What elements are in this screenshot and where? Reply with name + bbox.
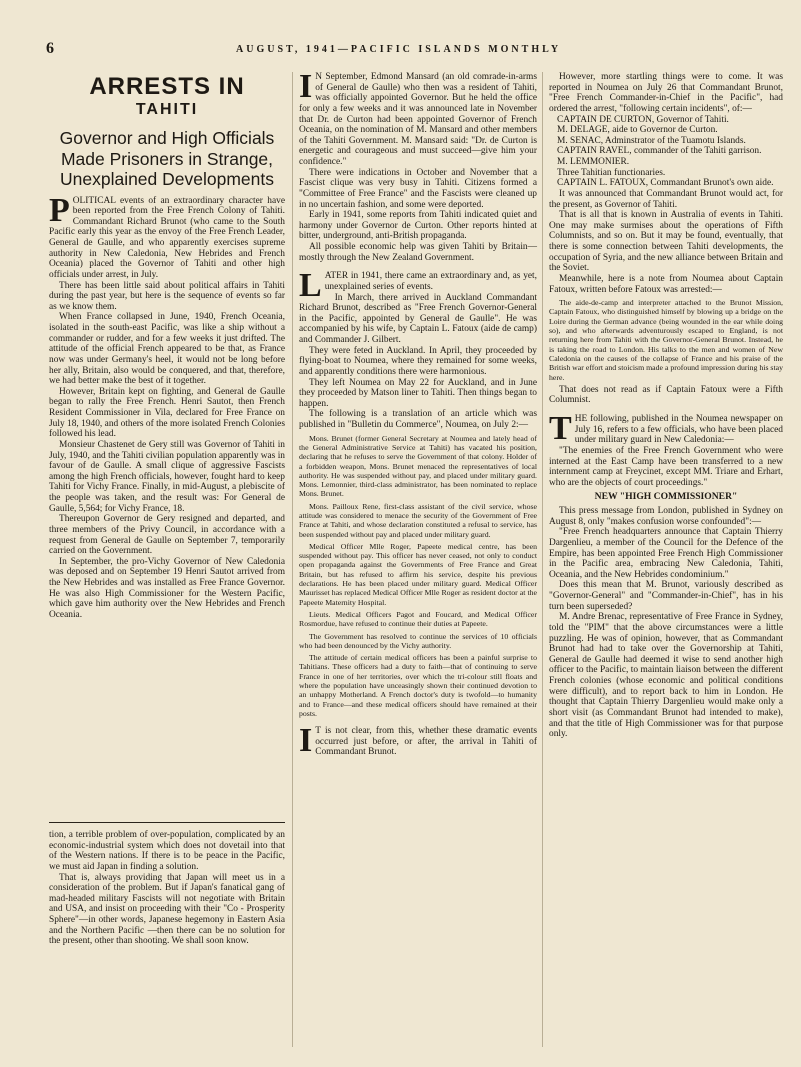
- paragraph-text: All possible economic help was given Tahiti by Britain—mostly through the New Zealand Government.: [299, 242, 537, 263]
- paragraph-text: M. SENAC, Adminstrator of the Tuamotu Islands.: [557, 135, 746, 146]
- column-3: [549, 72, 783, 740]
- paragraph-text: In September, the pro-Vichy Governor of New Caledonia was deposed and on September 19 Henri Sautot arrived from the New Hebrides and was installed as Free France Governor. He was also High Commissioner for the Western Pacific, which gave him authority over the New Hebrides and French Oceania.: [49, 556, 285, 620]
- column-divider: [542, 72, 543, 1047]
- paragraph-text: CAPTAIN RAVEL, commander of the Tahiti garrison.: [557, 146, 762, 157]
- paragraph: [299, 346, 537, 378]
- paragraph: [299, 409, 537, 430]
- paragraph: [549, 136, 783, 147]
- paragraph: [299, 168, 537, 211]
- paragraph-text: Early in 1941, some reports from Tahiti indicated quiet and harmony under Governor de Curton. Other reports hinted at bitter, underground, anti-British propaganda.: [299, 210, 537, 242]
- paragraph-text: T is not clear, from this, whether these dramatic events occurred just before, or after, the arrival in Tahiti of Commandant Brunot.: [315, 726, 537, 758]
- column-2: [299, 68, 537, 760]
- paragraph-text: N September, Edmond Mansard (an old comrade-in-arms of General de Gaulle) who then was a resident of Tahiti, was officially appointed Governor. But he held the office for only a few weeks and it was announced late in November that Dr. de Curton had been appointed Governor of French Oceania, on the nomination of M. Mansard and other members of the Tahiti Government. M. Mansard said: "Dr. de Curton is energetic and courageous and must succeed—give him your confidence.": [299, 72, 537, 167]
- paragraph: [49, 440, 285, 514]
- column-divider: [292, 72, 293, 1047]
- paragraph: [49, 557, 285, 621]
- paragraph: [549, 178, 783, 189]
- paragraph-text: The aide-de-camp and interpreter attached to the Brunot Mission, Captain Fatoux, who distinguished himself by blowing up a bridge on the Loire during the German advance (being wounded in the ear while doing so), and who afterwards adventurously escaped to England, is not returning here from Tahiti with the Governor-General Brunot. Instead, he is taking the road to London. His talks to the men and women of New Caledonia on the causes of the collapse of France and his praise of the British war effort and stoicism made a profound impression during his stay here.: [549, 298, 783, 382]
- paragraph: [49, 191, 285, 281]
- paragraph-text: Thereupon Governor de Gery resigned and departed, and three members of the Privy Council, in accordance with a request from General de Gaulle on September 7, temporarily carried on the Government.: [49, 514, 285, 557]
- column-1-body: [49, 191, 285, 621]
- paragraph: [549, 410, 783, 448]
- paragraph-text: M. DELAGE, aide to Governor de Curton.: [557, 125, 718, 136]
- paragraph: [299, 210, 537, 242]
- paragraph-text: Lieuts. Medical Officers Pagot and Foucard, and Medical Officer Rosmordue, have refused to continue their duties at Papeete.: [299, 609, 537, 629]
- paragraph: [299, 267, 537, 305]
- drop-cap: I: [299, 68, 313, 105]
- paragraph: [299, 293, 537, 346]
- paragraph-text: That is all that is known in Australia of events in Tahiti. One may make surmises about the operations of Fifth Columnists, and so on. But it may be found, eventually, that there is some connection between Tahiti developments, the occupation of Syria, and the new alliance between Britain and the Soviet.: [549, 210, 783, 274]
- paragraph-text: In March, there arrived in Auckland Commandant Richard Brunot, described as "Free French Governor-General in the Pacific, appointed by General de Gaulle". He was accompanied by his wife, by Captain L. Fatoux (aide de camp) and Commander J. Gilbert.: [299, 292, 537, 345]
- drop-cap: I: [299, 722, 313, 760]
- paragraph-text: tion, a terrible problem of over-population, complicated by an economic-industrial system which does not dovetail into that of the Western nations. If there is to be peace in the Pacific, we must aid Japan in finding a solution.: [49, 830, 285, 872]
- paragraph-text: Meanwhile, here is a note from Noumea about Captain Fatoux, written before Fatoux was arrested:—: [549, 273, 783, 295]
- paragraph-text: ATER in 1941, there came an extraordinary and, as yet, unexplained series of events.: [324, 271, 537, 292]
- paragraph: [49, 873, 285, 947]
- paragraph-text: M. LEMMONIER.: [557, 157, 630, 167]
- paragraph-text: Mons. Brunet (former General Secretary at Noumea and lately head of the General Administrative Service at Tahiti) has vacated his position, declaring that he refuses to serve the Government of that colony. Holder of a forbidden weapon, Mons. Brunet menaced the representatives of local authority. He was suspended without pay, and placed under military guard. Mons. Lemonnier, third-class administrator, has been nominated to replace Mons. Brunet.: [299, 433, 537, 499]
- page-number: 6: [46, 40, 54, 57]
- paragraph: [299, 242, 537, 263]
- paragraph-text: "The enemies of the Free French Government who were interned at the East Camp have been transferred to a new internment camp at Freycinet, except MM. Triare and Erhart, who are the objects of court proceedings.": [549, 445, 783, 488]
- paragraph: [49, 830, 285, 873]
- paragraph: [549, 72, 783, 115]
- section-rule: [49, 822, 285, 823]
- paragraph-text: "Free French headquarters announce that Captain Thierry Dargenlieu, a member of the Council for the Defence of the Empire, has been appointed Free French High Commissioner in the Pacific area, embracing New Caledonia, Tahiti, Oceania, and the New Hebrides condominium.": [549, 527, 783, 580]
- drop-cap: P: [49, 191, 70, 229]
- paragraph-text: OLITICAL events of an extraordinary character have been reported from the Free French Colony of Tahiti. Commandant Richard Brunot (who came to the South Pacific early this year as the envoy of the Free French Leader, General de Gaulle, and who apparently exercises supreme authority in New Caledonia, New Hebrides and French Oceania) placed the Governor of Tahiti and other high officials under arrest, in July.: [49, 195, 285, 280]
- drop-cap: T: [549, 410, 572, 448]
- paragraph-text: CAPTAIN DE CURTON, Governor of Tahiti.: [557, 114, 729, 125]
- paragraph: [49, 387, 285, 440]
- paragraph: [549, 168, 783, 179]
- paragraph: [549, 274, 783, 295]
- paragraph: [49, 312, 285, 386]
- paragraph: [299, 434, 537, 499]
- paragraph: [299, 653, 537, 718]
- paragraph-text: M. Andre Brenac, representative of Free France in Sydney, told the "PIM" that the above circumstances were a little puzzling. He was of opinion, however, that as Commandant Brunot had had to take over the Governorship at Tahiti, General de Gaulle had deemed it wise to send another high officer to the Pacific, to maintain liaison between the different French colonies (whose economic and political conditions were difficult), and to report back to him in London. He thought that Captain Thierry Dargenlieu would make only a short visit (as Commandant Brunot had intended to make), and that the title of High Commissioner was for that purpose only.: [549, 612, 783, 740]
- paragraph: [549, 189, 783, 210]
- paragraph-text: Does this mean that M. Brunot, variously described as "Governor-General" and "Commander-in-Chief", has in his turn been superseded?: [549, 580, 783, 612]
- paragraph-text: The attitude of certain medical officers has been a painful surprise to Tahitians. These officers had a duty to faith—that of continuing to serve France in one of her territories, over which the tri-colour still floats and where the population have unceasingly shown their continued devotion to an unhappy Motherland. A French doctor's duty is twofold—to humanity and to France—and these medical officers should have remained at their posts.: [299, 653, 537, 718]
- paragraph: [549, 157, 783, 168]
- paragraph: [549, 612, 783, 740]
- paragraph: [549, 125, 783, 136]
- paragraph: [299, 502, 537, 539]
- article-title-place: TAHITI: [135, 101, 199, 118]
- paragraph-text: HE following, published in the Noumea newspaper on July 16, refers to a few officials, who have been placed under military guard in New Caledonia:—: [574, 414, 783, 446]
- paragraph: [549, 580, 783, 612]
- paragraph-text: They left Noumea on May 22 for Auckland, and in June they proceeded by Matson liner to Tahiti. Then things began to happen.: [299, 377, 537, 409]
- paragraph: [549, 385, 783, 406]
- paragraph: [549, 210, 783, 274]
- paragraph: [299, 542, 537, 607]
- paragraph-text: However, Britain kept on fighting, and General de Gaulle began to rally the Free French. Henri Sautot, then French Resident Commissioner in Vila, declared for Free France on July 18, 1940, and others of the more isolated French Colonies followed his lead.: [49, 386, 285, 440]
- paragraph: [549, 527, 783, 580]
- paragraph: [549, 506, 783, 527]
- paragraph-text: Three Tahitian functionaries.: [557, 167, 666, 178]
- paragraph: [299, 632, 537, 651]
- paragraph: [549, 446, 783, 489]
- paragraph-text: It was announced that Commandant Brunot would act, for the present, as Governor of Tahiti.: [549, 188, 783, 210]
- paragraph: [549, 298, 783, 382]
- paragraph: [49, 281, 285, 313]
- paragraph-text: Mons. Pailloux Rene, first-class assistant of the civil service, whose attitude was considered to menace the security of the Government of Free France at Tahiti, and whose declaration constituted a refusal to service, has been suspended without pay and placed under military guard.: [299, 501, 537, 539]
- paragraph: [299, 610, 537, 629]
- running-header: AUGUST, 1941—PACIFIC ISLANDS MONTHLY: [236, 44, 562, 55]
- paragraph-text: However, more startling things were to come. It was reported in Noumea on July 26 that Commandant Brunot, "Free French Commander-in-Chief in the Pacific", had ordered the arrest, "following certain incidents", of:—: [549, 72, 783, 114]
- paragraph-text: Medical Officer Mlle Roger, Papeete medical centre, has been suspended without pay. This officer has never ceased, not only to conduct open propaganda against the Governments of Free France and Great Britain, but has refused to affirm his service, despite his previous declarations. He has been placed under military guard. Medical Officer Maurisset has replaced Medical Officer Mlle Roger as resident doctor at the Papeete Maternity Hospital.: [299, 541, 537, 607]
- paragraph-text: There were indications in October and November that a Fascist clique was very busy in Tahiti. Citizens formed a "Committee of Free France" and the Fascists were cleaned up in no uncertain fashion, and some were deported.: [299, 167, 537, 210]
- article-deck: Governor and High Officials Made Prisoners in Strange, Unexplained Developments: [59, 128, 275, 189]
- paragraph: [49, 514, 285, 557]
- paragraph-text: That is, always providing that Japan will meet us in a consideration of the problem. But if Japan's fanatical gang of mad-headed military Fascists will not negotiate with Britain and USA, and insist on proceeding with their "Co - Prosperity Sphere"—in other words, Japanese hegemony in Eastern Asia and the Northern Pacific —then there can be no solution for the present, other than shooting. We shall soon know.: [49, 872, 285, 947]
- drop-cap: L: [299, 267, 322, 305]
- paragraph-text: When France collapsed in June, 1940, French Oceania, isolated in the south-east Pacific, was like a ship without a commander or rudder, and for a few weeks it just drifted. The attitude of the official French appeared to be that, as France now was under Germany's heel, it would not be long before her ally, Britain, also would be conquered, and that, therefore, we had better make the best of it together.: [49, 312, 285, 387]
- column-1-bottom: [49, 830, 285, 947]
- paragraph-text: That does not read as if Captain Fatoux were a Fifth Columnist.: [549, 384, 783, 406]
- column-1: [49, 72, 285, 621]
- paragraph-text: There has been little said about political affairs in Tahiti during the past year, but here is the sequence of events so far as we know them.: [49, 280, 285, 312]
- paragraph-text: NEW "HIGH COMMISSIONER": [594, 491, 738, 503]
- paragraph-text: CAPTAIN L. FATOUX, Commandant Brunot's own aide.: [557, 178, 774, 189]
- paragraph: [299, 722, 537, 760]
- paragraph: [549, 146, 783, 157]
- paragraph: [549, 115, 783, 126]
- paragraph-text: Monsieur Chastenet de Gery still was Governor of Tahiti in July, 1940, and the Tahiti civilian population apparently was in favour of de Gaulle. A small clique of aggressive Fascists among the high French officials, however, fought hard to keep Tahiti for Vichy France. Finally, in mid-August, a plebiscite of the people was taken, and the result was: For General de Gaulle, 5,564; for Vichy France, 18.: [49, 439, 285, 514]
- paragraph: [549, 492, 783, 503]
- paragraph: [299, 378, 537, 410]
- article-title: ARRESTS IN: [89, 73, 245, 100]
- paragraph-text: This press message from London, published in Sydney on August 8, only "makes confusion worse confounded":—: [549, 506, 783, 527]
- paragraph-text: They were feted in Auckland. In April, they proceeded by flying-boat to Noumea, where they remained for some weeks, and apparently conditions there were harmonious.: [299, 345, 537, 377]
- paragraph: [299, 68, 537, 168]
- paragraph-text: The Government has resolved to continue the services of 10 officials who had been denounced by the Vichy authority.: [299, 631, 537, 650]
- paragraph-text: The following is a translation of an article which was published in "Bulletin du Commerce", Noumea, on July 2:—: [299, 409, 537, 430]
